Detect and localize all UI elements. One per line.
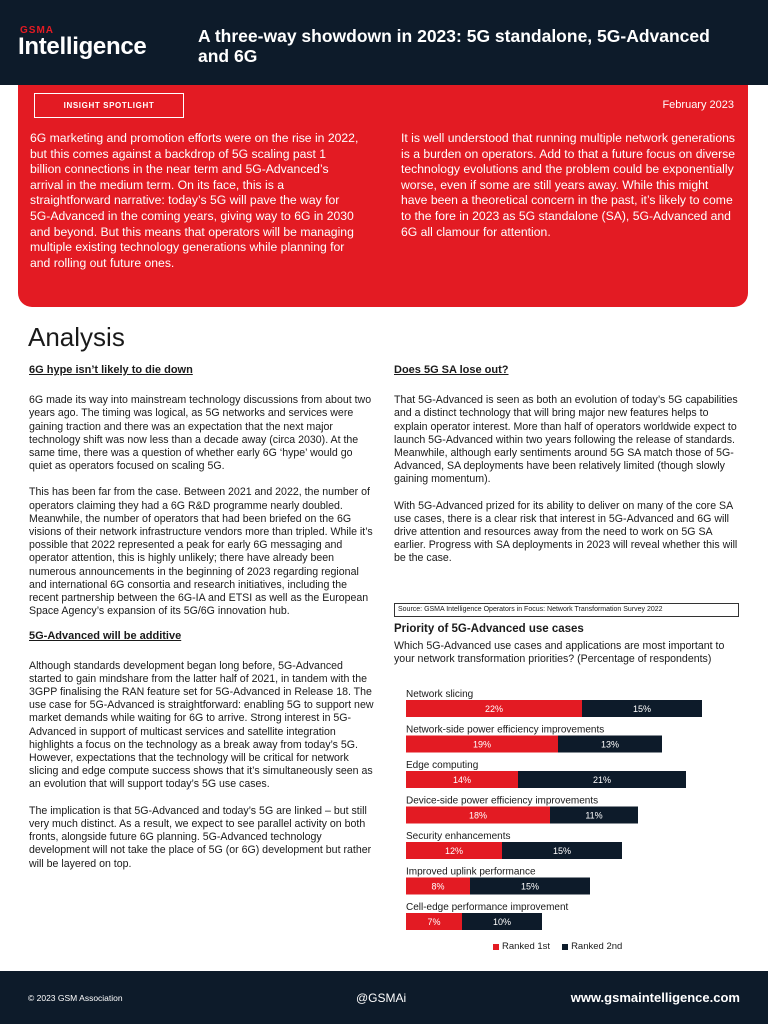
section-heading-6g-hype: 6G hype isn’t likely to die down bbox=[29, 364, 193, 376]
document-title: A three-way showdown in 2023: 5G standalone, 5G-Advanced and 6G bbox=[198, 26, 710, 66]
left-column bbox=[29, 364, 377, 884]
chart-title: Priority of 5G-Advanced use cases bbox=[394, 623, 584, 635]
paragraph: Although standards development began long before, 5G-Advanced started to gain mindshare from the latter half of 2021, in tandem with the 3GPP finalising the RAN feature set for 5G-Advanced in Release 18. The use case for 5G-Advanced is straightforward: enabling 5G to support new market demands while waiting for 6G to arrive. Strong interest in 5G-Advanced in support of multicast services and satellite integration highlights a focus on the technology as a break away from today’s 5G. However, expectations that the technology will be critical for network slicing and edge compute success shows that it’s simultaneously seen as an evolution that will support today’s 5G use cases. bbox=[29, 659, 374, 791]
paragraph: 6G made its way into mainstream technology discussions from about two years ago. The timing was logical, as 5G networks and services were gaining traction and there was an expectation that the next major technology shift was now less than a decade away (circa 2030). At the same time, there was a question of whether early 6G ‘hype’ would go quiet as operators focused on scaling 5G. bbox=[29, 394, 372, 473]
bar-value-label: 21% bbox=[592, 775, 612, 785]
bar-value-label: 19% bbox=[472, 739, 492, 750]
hero-panel bbox=[18, 85, 748, 307]
website-link[interactable]: www.gsmaintelligence.com bbox=[570, 990, 740, 1005]
legend-item-first bbox=[493, 941, 550, 952]
category-label: Edge computing bbox=[406, 760, 479, 771]
legend-swatch-second bbox=[562, 944, 568, 950]
paragraph: This has been far from the case. Between 2021 and 2022, the number of operators claiming they had a 6G R&D programme nearly doubled. Meanwhile, the number of operators that had been briefed on the 6G visions of their network infrastructure vendors more than tripled. While it’s possible that 2022 represented a peak for early 6G messaging and operator attention, this is highly unlikely; there have already been numerous announcements in the beginning of 2023 regarding regional and international 6G consortia and research initiatives, including the recent partnership between the 6G-IA and ETSI as well as the European Space Agency’s expansion of its 5G/6G innovation hub. bbox=[29, 486, 373, 618]
category-label: Network slicing bbox=[406, 689, 474, 700]
social-handle-link[interactable]: @GSMAi bbox=[356, 991, 407, 1005]
chart-subtitle: Which 5G-Advanced use cases and applications are most important to your network transformation priorities? (Percentage of respondents) bbox=[394, 640, 725, 665]
category-label: Security enhancements bbox=[406, 831, 511, 842]
insight-spotlight-badge: INSIGHT SPOTLIGHT bbox=[34, 93, 184, 118]
legend-swatch-first bbox=[493, 944, 499, 950]
chart-legend bbox=[493, 941, 622, 952]
hero-text-left: 6G marketing and promotion efforts were on the rise in 2022, but this comes against a backdrop of 5G scaling past 1 billion connections in the near term and 5G-Advanced’s arrival in the medium term. On its face, this is a straightforward narrative: today’s 5G will pave the way for 5G-Advanced in the coming years, giving way to 6G in 2030 and beyond. But this means that operators will be managing multiple existing technology generations while planning for and rolling out future ones. bbox=[30, 131, 359, 270]
publication-date: February 2023 bbox=[662, 99, 734, 111]
right-column bbox=[394, 364, 744, 579]
section-heading-5g-sa: Does 5G SA lose out? bbox=[394, 364, 509, 376]
use-case-bar-chart bbox=[394, 684, 744, 939]
brand-gsma: GSMA bbox=[20, 25, 54, 36]
category-label: Cell-edge performance improvement bbox=[406, 902, 569, 913]
bar-value-label: 14% bbox=[452, 775, 472, 785]
paragraph: With 5G-Advanced prized for its ability to deliver on many of the core SA use cases, there is a clear risk that interest in 5G-Advanced and 6G will drive attention and resources away from the need to work on 5G SA earlier. Progress with SA deployments in 2023 will reveal whether this will be the case. bbox=[394, 499, 738, 565]
bar-value-label: 11% bbox=[585, 810, 603, 821]
chart-source: Source: GSMA Intelligence Operators in Focus: Network Transformation Survey 2022 bbox=[394, 603, 739, 617]
section-heading-5g-advanced: 5G-Advanced will be additive bbox=[29, 630, 182, 643]
footer-bar bbox=[0, 971, 768, 1024]
bar-value-label: 15% bbox=[632, 704, 652, 714]
bar-value-label: 12% bbox=[444, 846, 464, 856]
category-label: Network-side power efficiency improvements bbox=[406, 724, 605, 736]
paragraph: The implication is that 5G-Advanced and today’s 5G are linked – but still very much distinct. As a result, we expect to see parallel activity on both fronts, alongside future 6G planning. 5G-Advanced technology development will not take the place of 5G (or 6G) development but rather will be layered on top. bbox=[29, 804, 372, 870]
copyright: © 2023 GSM Association bbox=[28, 993, 123, 1003]
category-label: Improved uplink performance bbox=[406, 866, 536, 878]
legend-item-second bbox=[562, 941, 622, 952]
bar-value-label: 10% bbox=[492, 917, 512, 927]
category-label: Device-side power efficiency improvements bbox=[406, 795, 599, 807]
bar-value-label: 18% bbox=[468, 810, 488, 821]
header-bar bbox=[0, 0, 768, 85]
bar-value-label: 22% bbox=[484, 704, 504, 714]
legend-label-first: Ranked 1st bbox=[502, 941, 551, 952]
brand-logo[interactable]: Intelligence bbox=[18, 33, 147, 60]
bar-value-label: 15% bbox=[552, 846, 572, 856]
hero-text-right: It is well understood that running multiple network generations is a burden on operators. Add to that a future focus on diverse technology evolutions and the problem could be exponentially worse, even if some are still years away. While this might have been a theoretical concern in the past, it’s likely to come to the fore in 2023 as 5G standalone (SA), 5G-Advanced and 6G all clamour for attention. bbox=[401, 131, 736, 239]
analysis-heading: Analysis bbox=[28, 322, 125, 352]
legend-label-second: Ranked 2nd bbox=[571, 941, 623, 952]
bar-value-label: 8% bbox=[431, 881, 445, 892]
bar-value-label: 7% bbox=[427, 917, 441, 927]
paragraph: That 5G-Advanced is seen as both an evolution of today’s 5G capabilities and a distinct technology that will bring major new features helps to explain operator interest. More than half of operators worldwide expect to launch 5G-Advanced within two years following the release of standards. Meanwhile, although early sentiments around 5G SA match those of 5G-Advanced, SA deployments have been relatively limited (though slowly gaining momentum). bbox=[394, 394, 738, 486]
bar-value-label: 15% bbox=[520, 881, 540, 892]
bar-value-label: 13% bbox=[600, 739, 620, 750]
